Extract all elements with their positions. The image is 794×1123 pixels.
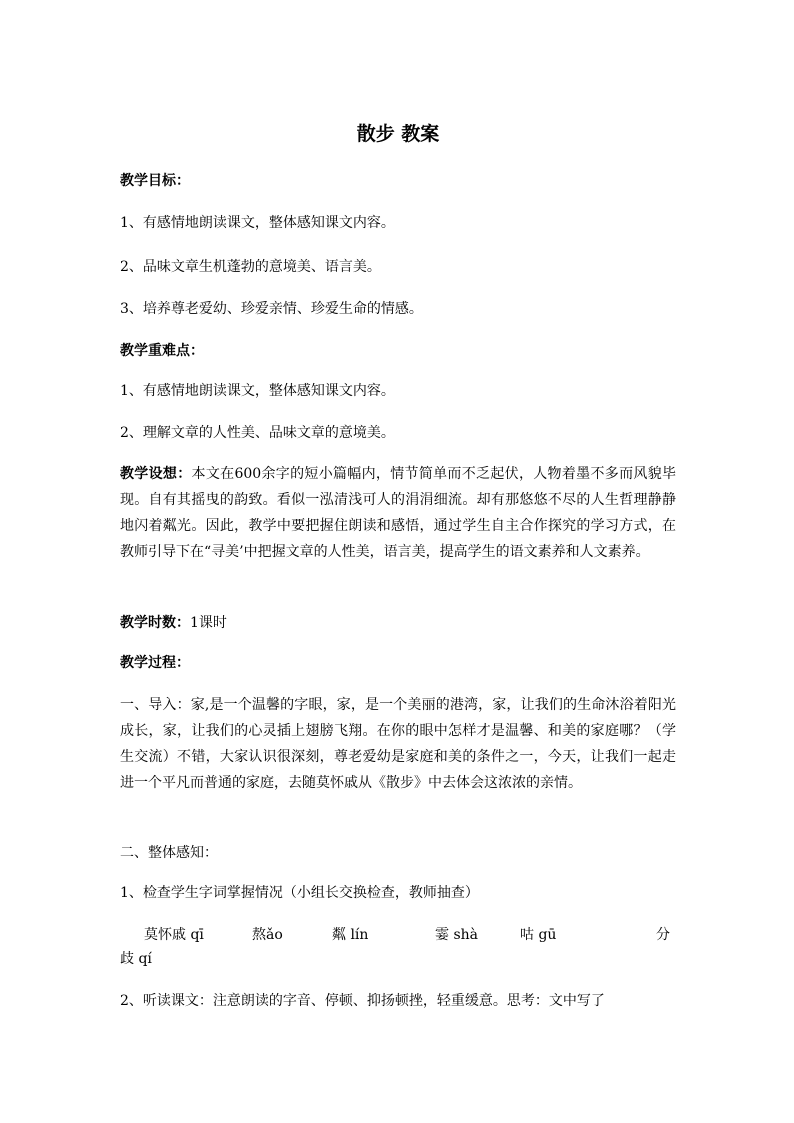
teaching-design-text: 本文在600余字的短小篇幅内，情节简单而不乏起伏，人物着墨不多而风貌毕现。自有其摇曳的韵致。看似一泓清浅可人的涓涓细流。却有那悠悠不尽的人生哲理静静地闪着粼光。因此，教学中要把握住朗读和感悟，通过学生自主合作探究的学习方式，在教师引导下在“寻美’中把握文章的人性美，语言美，提高学生的语文素养和人文素养。	[120, 466, 676, 560]
document-title: 散步 教案	[356, 123, 440, 145]
objective-item-3: 3、培养尊老爱幼、珍爱亲情、珍爱生命的情感。	[120, 301, 423, 317]
step-1-text: 1、检查学生字词掌握情况（小组长交换检查，教师抽查）	[120, 885, 479, 901]
vocab-item-1: 莫怀戚 qī	[144, 927, 204, 943]
teaching-hours-value: 1课时	[190, 615, 227, 631]
key-point-item-2: 2、理解文章的人性美、品味文章的意境美。	[120, 425, 395, 441]
process-heading: 教学过程：	[120, 655, 190, 671]
teaching-design-paragraph	[120, 461, 676, 565]
vocab-item-5: 咕 gū	[520, 927, 557, 943]
vocab-item-2: 熬ǎo	[252, 927, 283, 943]
teaching-design-label: 教学设想：	[120, 466, 192, 482]
key-points-heading: 教学重难点：	[120, 343, 204, 359]
objectives-heading: 教学目标：	[120, 173, 190, 189]
objective-item-2: 2、品味文章生机蓬勃的意境美、语言美。	[120, 259, 381, 275]
teaching-hours	[120, 612, 676, 634]
key-point-item-1: 1、有感情地朗读课文，整体感知课文内容。	[120, 383, 395, 399]
teaching-hours-label: 教学时数：	[120, 615, 190, 631]
document-page	[120, 0, 676, 1123]
step-2-text: 2、听读课文：注意朗读的字音、停顿、抑扬顿挫，轻重缓意。思考：文中写了	[120, 993, 605, 1009]
vocab-wrap: 歧 qí	[120, 951, 152, 967]
vocab-row	[120, 922, 676, 948]
objective-item-1: 1、有感情地朗读课文，整体感知课文内容。	[120, 215, 395, 231]
vocab-item-4: 霎 shà	[435, 927, 478, 943]
vocab-item-3: 粼 lín	[332, 927, 369, 943]
section-2-heading: 二、整体感知：	[120, 845, 218, 861]
intro-paragraph: 一、导入：家,是一个温馨的字眼，家，是一个美丽的港湾，家，让我们的生命沐浴着阳光成长，家，让我们的心灵插上翅膀飞翔。在你的眼中怎样才是温馨、和美的家庭哪？（学生交流）不错，大家认识很深刻，尊老爱幼是家庭和美的条件之一，今天，让我们一起走进一个平凡而普通的家庭，去随莫怀戚从《散步》中去体会这浓浓的亲情。	[120, 697, 676, 791]
vocab-item-6: 分	[656, 927, 670, 943]
